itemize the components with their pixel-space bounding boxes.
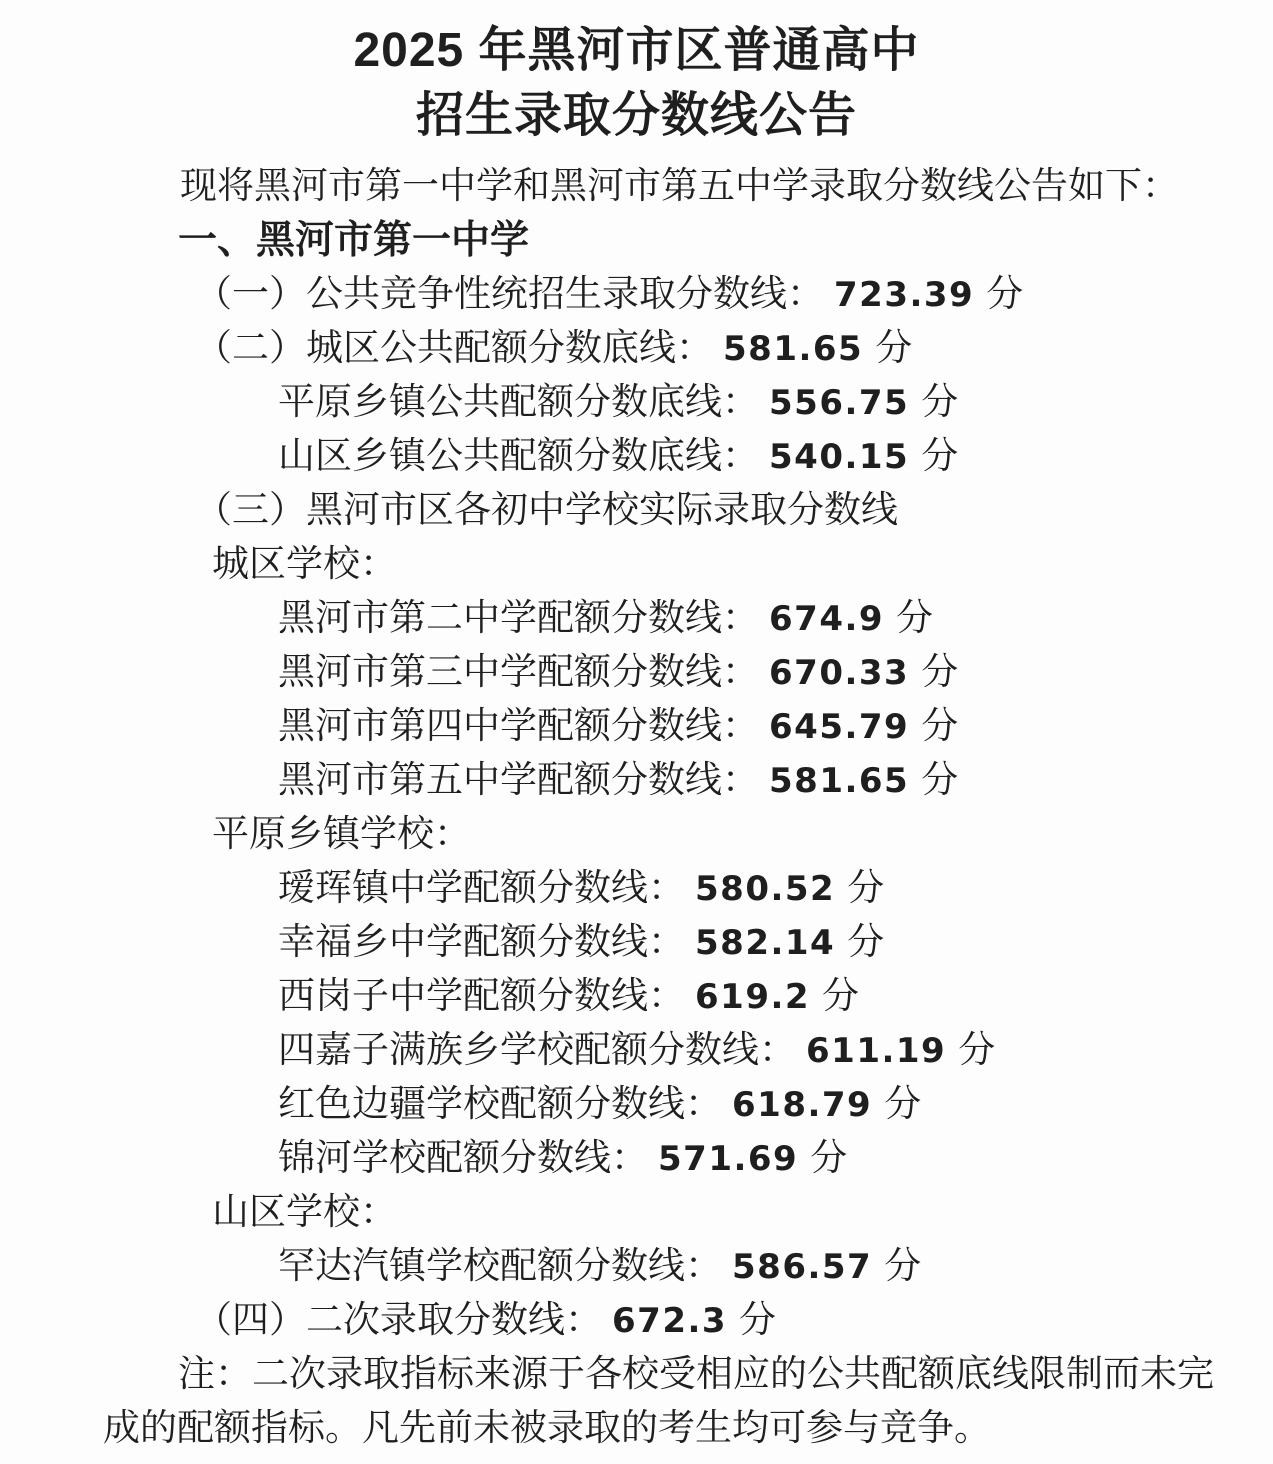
clause-line-urban-quota-floor <box>195 322 1273 376</box>
score-value: 723.39 <box>834 275 975 315</box>
school-score-line-jinhe <box>278 1132 1273 1186</box>
school-score-line-handaqi <box>278 1240 1273 1294</box>
score-value: 619.2 <box>695 977 811 1017</box>
section-heading-school-1 <box>178 214 1273 268</box>
line-text: 黑河市第三中学配额分数线： <box>278 652 759 693</box>
score-value: 581.65 <box>723 329 864 369</box>
group-label-urban-schools <box>212 538 1273 592</box>
clause-line-actual-admission <box>195 484 1273 538</box>
line-text: （三）黑河市区各初中学校实际录取分数线 <box>195 490 898 531</box>
group-label-text: 平原乡镇学校： <box>212 814 471 855</box>
score-value: 586.57 <box>732 1247 873 1287</box>
line-text: 山区乡镇公共配额分数底线： <box>278 436 759 477</box>
note-line-2 <box>103 1402 1273 1456</box>
school-score-line-hongsebianjiang <box>278 1078 1273 1132</box>
line-text: （二）城区公共配额分数底线： <box>195 328 713 369</box>
line-text: 西岗子中学配额分数线： <box>278 976 685 1017</box>
score-unit: 分 <box>884 1084 922 1125</box>
title-line-2: 招生录取分数线公告 <box>415 89 857 142</box>
score-value: 581.65 <box>769 761 910 801</box>
score-unit: 分 <box>884 1246 922 1287</box>
school-score-line-xingfu <box>278 916 1273 970</box>
school-score-line-no2 <box>278 592 1273 646</box>
note-text: 成的配额指标。凡先前未被录取的考生均可参与竞争。 <box>103 1408 991 1449</box>
line-text: 黑河市第五中学配额分数线： <box>278 760 759 801</box>
score-unit: 分 <box>847 868 885 909</box>
group-label-text: 山区学校： <box>212 1192 397 1233</box>
line-text: （一）公共竞争性统招生录取分数线： <box>195 274 824 315</box>
clause-line-unified-admission <box>195 268 1273 322</box>
document-body <box>0 160 1273 1456</box>
line-text: 黑河市第二中学配额分数线： <box>278 598 759 639</box>
score-unit: 分 <box>810 1138 848 1179</box>
score-unit: 分 <box>921 760 959 801</box>
score-value: 670.33 <box>769 653 910 693</box>
score-unit: 分 <box>921 436 959 477</box>
line-text: 瑷珲镇中学配额分数线： <box>278 868 685 909</box>
intro-text: 现将黑河市第一中学和黑河市第五中学录取分数线公告如下： <box>180 166 1179 207</box>
score-value: 611.19 <box>806 1031 947 1071</box>
school-score-line-aihui <box>278 862 1273 916</box>
title-line-1: 2025 年黑河市区普通高中 <box>353 24 920 77</box>
score-unit: 分 <box>739 1300 777 1341</box>
subline-mountain-township-floor <box>278 430 1273 484</box>
score-unit: 分 <box>847 922 885 963</box>
score-value: 540.15 <box>769 437 910 477</box>
school-score-line-xigangzi <box>278 970 1273 1024</box>
note-line-1 <box>178 1348 1273 1402</box>
note-text: 注：二次录取指标来源于各校受相应的公共配额底线限制而未完 <box>178 1354 1214 1395</box>
score-unit: 分 <box>921 706 959 747</box>
document-title <box>0 0 1273 148</box>
line-text: 幸福乡中学配额分数线： <box>278 922 685 963</box>
score-value: 582.14 <box>695 923 836 963</box>
line-text: 四嘉子满族乡学校配额分数线： <box>278 1030 796 1071</box>
line-text: 平原乡镇公共配额分数底线： <box>278 382 759 423</box>
school-score-line-sijiazi <box>278 1024 1273 1078</box>
school-score-line-no3 <box>278 646 1273 700</box>
score-value: 556.75 <box>769 383 910 423</box>
group-label-text: 城区学校： <box>212 544 397 585</box>
clause-line-second-round <box>195 1294 1273 1348</box>
school-score-line-no5 <box>278 754 1273 808</box>
score-unit: 分 <box>875 328 913 369</box>
score-value: 571.69 <box>658 1139 799 1179</box>
line-text: 红色边疆学校配额分数线： <box>278 1084 722 1125</box>
score-unit: 分 <box>958 1030 996 1071</box>
score-unit: 分 <box>986 274 1024 315</box>
line-text: 黑河市第四中学配额分数线： <box>278 706 759 747</box>
score-unit: 分 <box>896 598 934 639</box>
score-value: 645.79 <box>769 707 910 747</box>
score-value: 618.79 <box>732 1085 873 1125</box>
section-heading-text: 一、黑河市第一中学 <box>178 219 530 262</box>
intro-paragraph <box>180 160 1273 214</box>
score-unit: 分 <box>921 382 959 423</box>
line-text: 锦河学校配额分数线： <box>278 1138 648 1179</box>
subline-plain-township-floor <box>278 376 1273 430</box>
score-value: 674.9 <box>769 599 885 639</box>
score-value: 672.3 <box>612 1301 728 1341</box>
score-value: 580.52 <box>695 869 836 909</box>
score-unit: 分 <box>822 976 860 1017</box>
group-label-mountain-schools <box>212 1186 1273 1240</box>
school-score-line-no4 <box>278 700 1273 754</box>
group-label-plain-township-schools <box>212 808 1273 862</box>
line-text: （四）二次录取分数线： <box>195 1300 602 1341</box>
line-text: 罕达汽镇学校配额分数线： <box>278 1246 722 1287</box>
score-unit: 分 <box>921 652 959 693</box>
